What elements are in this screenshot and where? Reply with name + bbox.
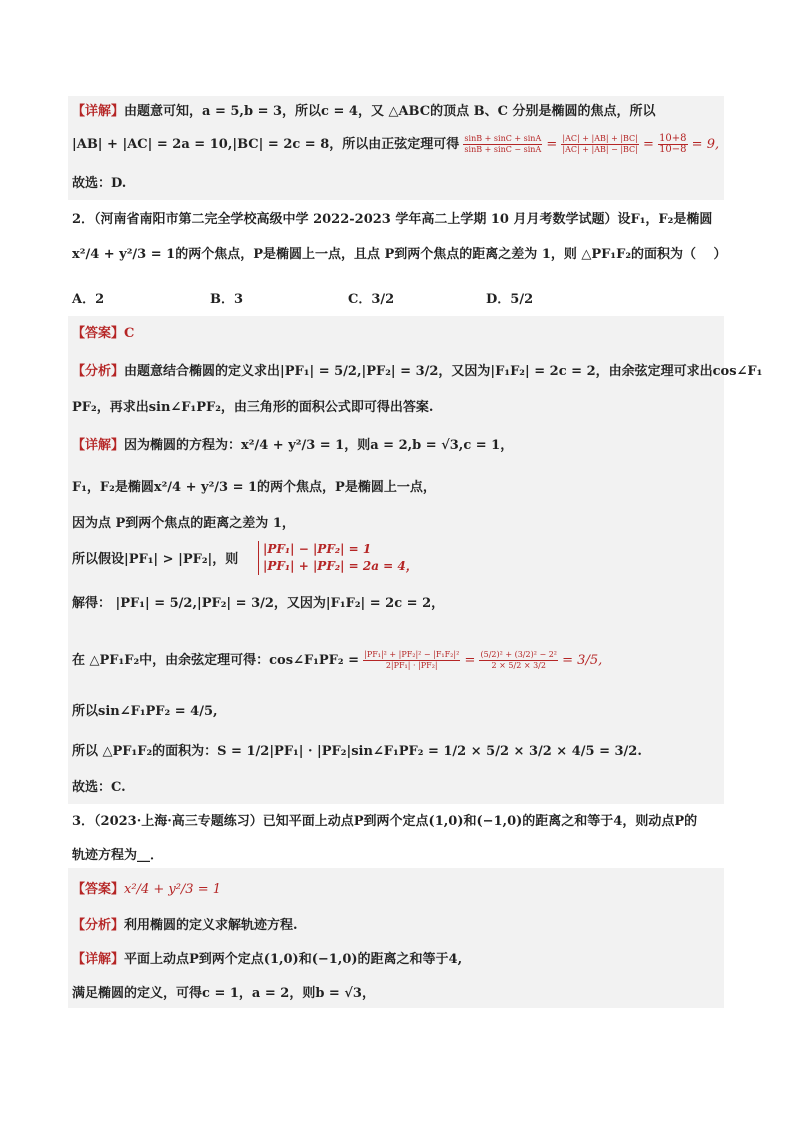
result-value: = 9, xyxy=(691,137,720,152)
equation-system: |PF₁| − |PF₂| = 1 |PF₁| + |PF₂| = 2a = 4， xyxy=(258,541,418,575)
detail-text: 由题意可知，a = 5,b = 3，所以c = 4，又 △ABC的顶点 B、C 分别是椭圆的焦点，所以 xyxy=(124,104,656,119)
q3-detail-line-1: 【详解】平面上动点P到两个定点(1,0)和(−1,0)的距离之和等于4, xyxy=(72,952,463,967)
q3-stem-1: 3．（2023·上海·高三专题练习）已知平面上动点P到两个定点(1,0)和(−1,0)的距离之和等于4，则动点P的 xyxy=(72,814,698,829)
q2-stem-1: 2．（河南省南阳市第二完全学校高级中学 2022-2023 学年高二上学期 10 月月考数学试题）设F₁，F₂是椭圆 xyxy=(72,212,713,227)
q2-detail-line-4: 所以假设|PF₁| > |PF₂|，则 xyxy=(72,552,239,567)
q2-analysis-line-1: 【分析】由题意结合椭圆的定义求出|PF₁| = 5/2,|PF₂| = 3/2，又因为|F₁F₂| = 2c = 2，由余弦定理可求出cos∠F₁ xyxy=(72,364,763,379)
detail-text-2: |AB| + |AC| = 2a = 10,|BC| = 2c = 8，所以由正弦定理可得 xyxy=(72,137,460,152)
q2-detail-line-1: 【详解】因为椭圆的方程为：x²/4 + y²/3 = 1，则a = 2,b = √3,c = 1， xyxy=(72,438,514,453)
q2-choose: 故选：C. xyxy=(72,780,126,795)
numeric-fraction: $\frac{10+8}{10-8}$ xyxy=(659,133,687,155)
q3-analysis-line: 【分析】利用椭圆的定义求解轨迹方程. xyxy=(72,918,298,933)
q2-analysis-line-2: PF₂，再求出sin∠F₁PF₂，由三角形的面积公式即可得出答案. xyxy=(72,400,434,415)
sine-ratio-fraction: $\frac{\sin B + \sin C + \sin A}{\sin B + \sin C - \sin A}$ xyxy=(464,134,542,154)
q2-detail-line-3: 因为点 P到两个焦点的距离之差为 1， xyxy=(72,516,295,531)
q3-detail-line-2: 满足椭圆的定义，可得c = 1，a = 2，则b = √3， xyxy=(72,986,375,1001)
q3-answer-line: 【答案】x²/4 + y²/3 = 1 xyxy=(72,882,222,897)
q2-answer-line: 【答案】C xyxy=(72,326,135,341)
q3-answer: x²/4 + y²/3 = 1 xyxy=(124,882,222,897)
q2-detail-line-8: 所以 △PF₁F₂的面积为：S = 1/2|PF₁| · |PF₂|sin∠F₁PF₂ = 1/2 × 5/2 × 3/2 × 4/5 = 3/2. xyxy=(72,744,642,759)
option-a: A．2 xyxy=(72,292,105,307)
q2-detail-line-5: 解得： |PF₁| = 5/2,|PF₂| = 3/2，又因为|F₁F₂| = 2c = 2， xyxy=(72,596,445,611)
q2-answer: C xyxy=(124,326,135,341)
option-b: B．3 xyxy=(210,292,244,307)
option-c: C．3/2 xyxy=(348,292,395,307)
cosine-numeric-fraction: $\frac{\text{(5/2)² + (3/2)² − 2²}}{2 \times 5/2 \times 3/2}$ xyxy=(480,650,558,670)
side-ratio-fraction: $\frac{|AC| + |AB| + |BC|}{|AC| + |AB| - |BC|}$ xyxy=(562,134,638,154)
cosine-fraction: $\frac{\text{|PF₁|² + |PF₂|² − |F₁F₂|²}}{\text{2|PF₁| · |PF₂|}}$ xyxy=(364,650,460,670)
detail-line-2: |AB| + |AC| = 2a = 10,|BC| = 2c = 8，所以由正弦定理可得 $\frac{\sin B + \sin C + \sin A}{\sin B + \sin C - \sin A}$ = $\frac{|AC| + |AB| + |BC|}{|AC| + |AB| - |BC|}$ = $\frac{10+8}{10-8}$ = 9, xyxy=(72,133,720,155)
q2-stem-2: x²/4 + y²/3 = 1的两个焦点，P是椭圆上一点，且点 P到两个焦点的距离之差为 1，则 △PF₁F₂的面积为（ ） xyxy=(72,247,727,262)
choose-line-1: 故选：D. xyxy=(72,176,127,191)
q2-detail-line-7: 所以sin∠F₁PF₂ = 4/5, xyxy=(72,704,218,719)
detail-line-1 xyxy=(72,102,656,122)
q3-stem-2: 轨迹方程为__． xyxy=(72,848,164,863)
q2-detail-line-2: F₁，F₂是椭圆x²/4 + y²/3 = 1的两个焦点，P是椭圆上一点， xyxy=(72,480,436,495)
option-d: D．5/2 xyxy=(486,292,534,307)
detail-tag: 【详解】 xyxy=(72,104,125,119)
q2-detail-line-6: 在 △PF₁F₂中，由余弦定理可得：cos∠F₁PF₂ = $\frac{\text{|PF₁|² + |PF₂|² − |F₁F₂|²}}{\text{2|PF₁| · |PF₂|}}$ = $\frac{\text{(5/2)² + (3/2)² − 2²}}{2 \times 5/2 \times 3/2}$ = 3/5, xyxy=(72,650,603,670)
